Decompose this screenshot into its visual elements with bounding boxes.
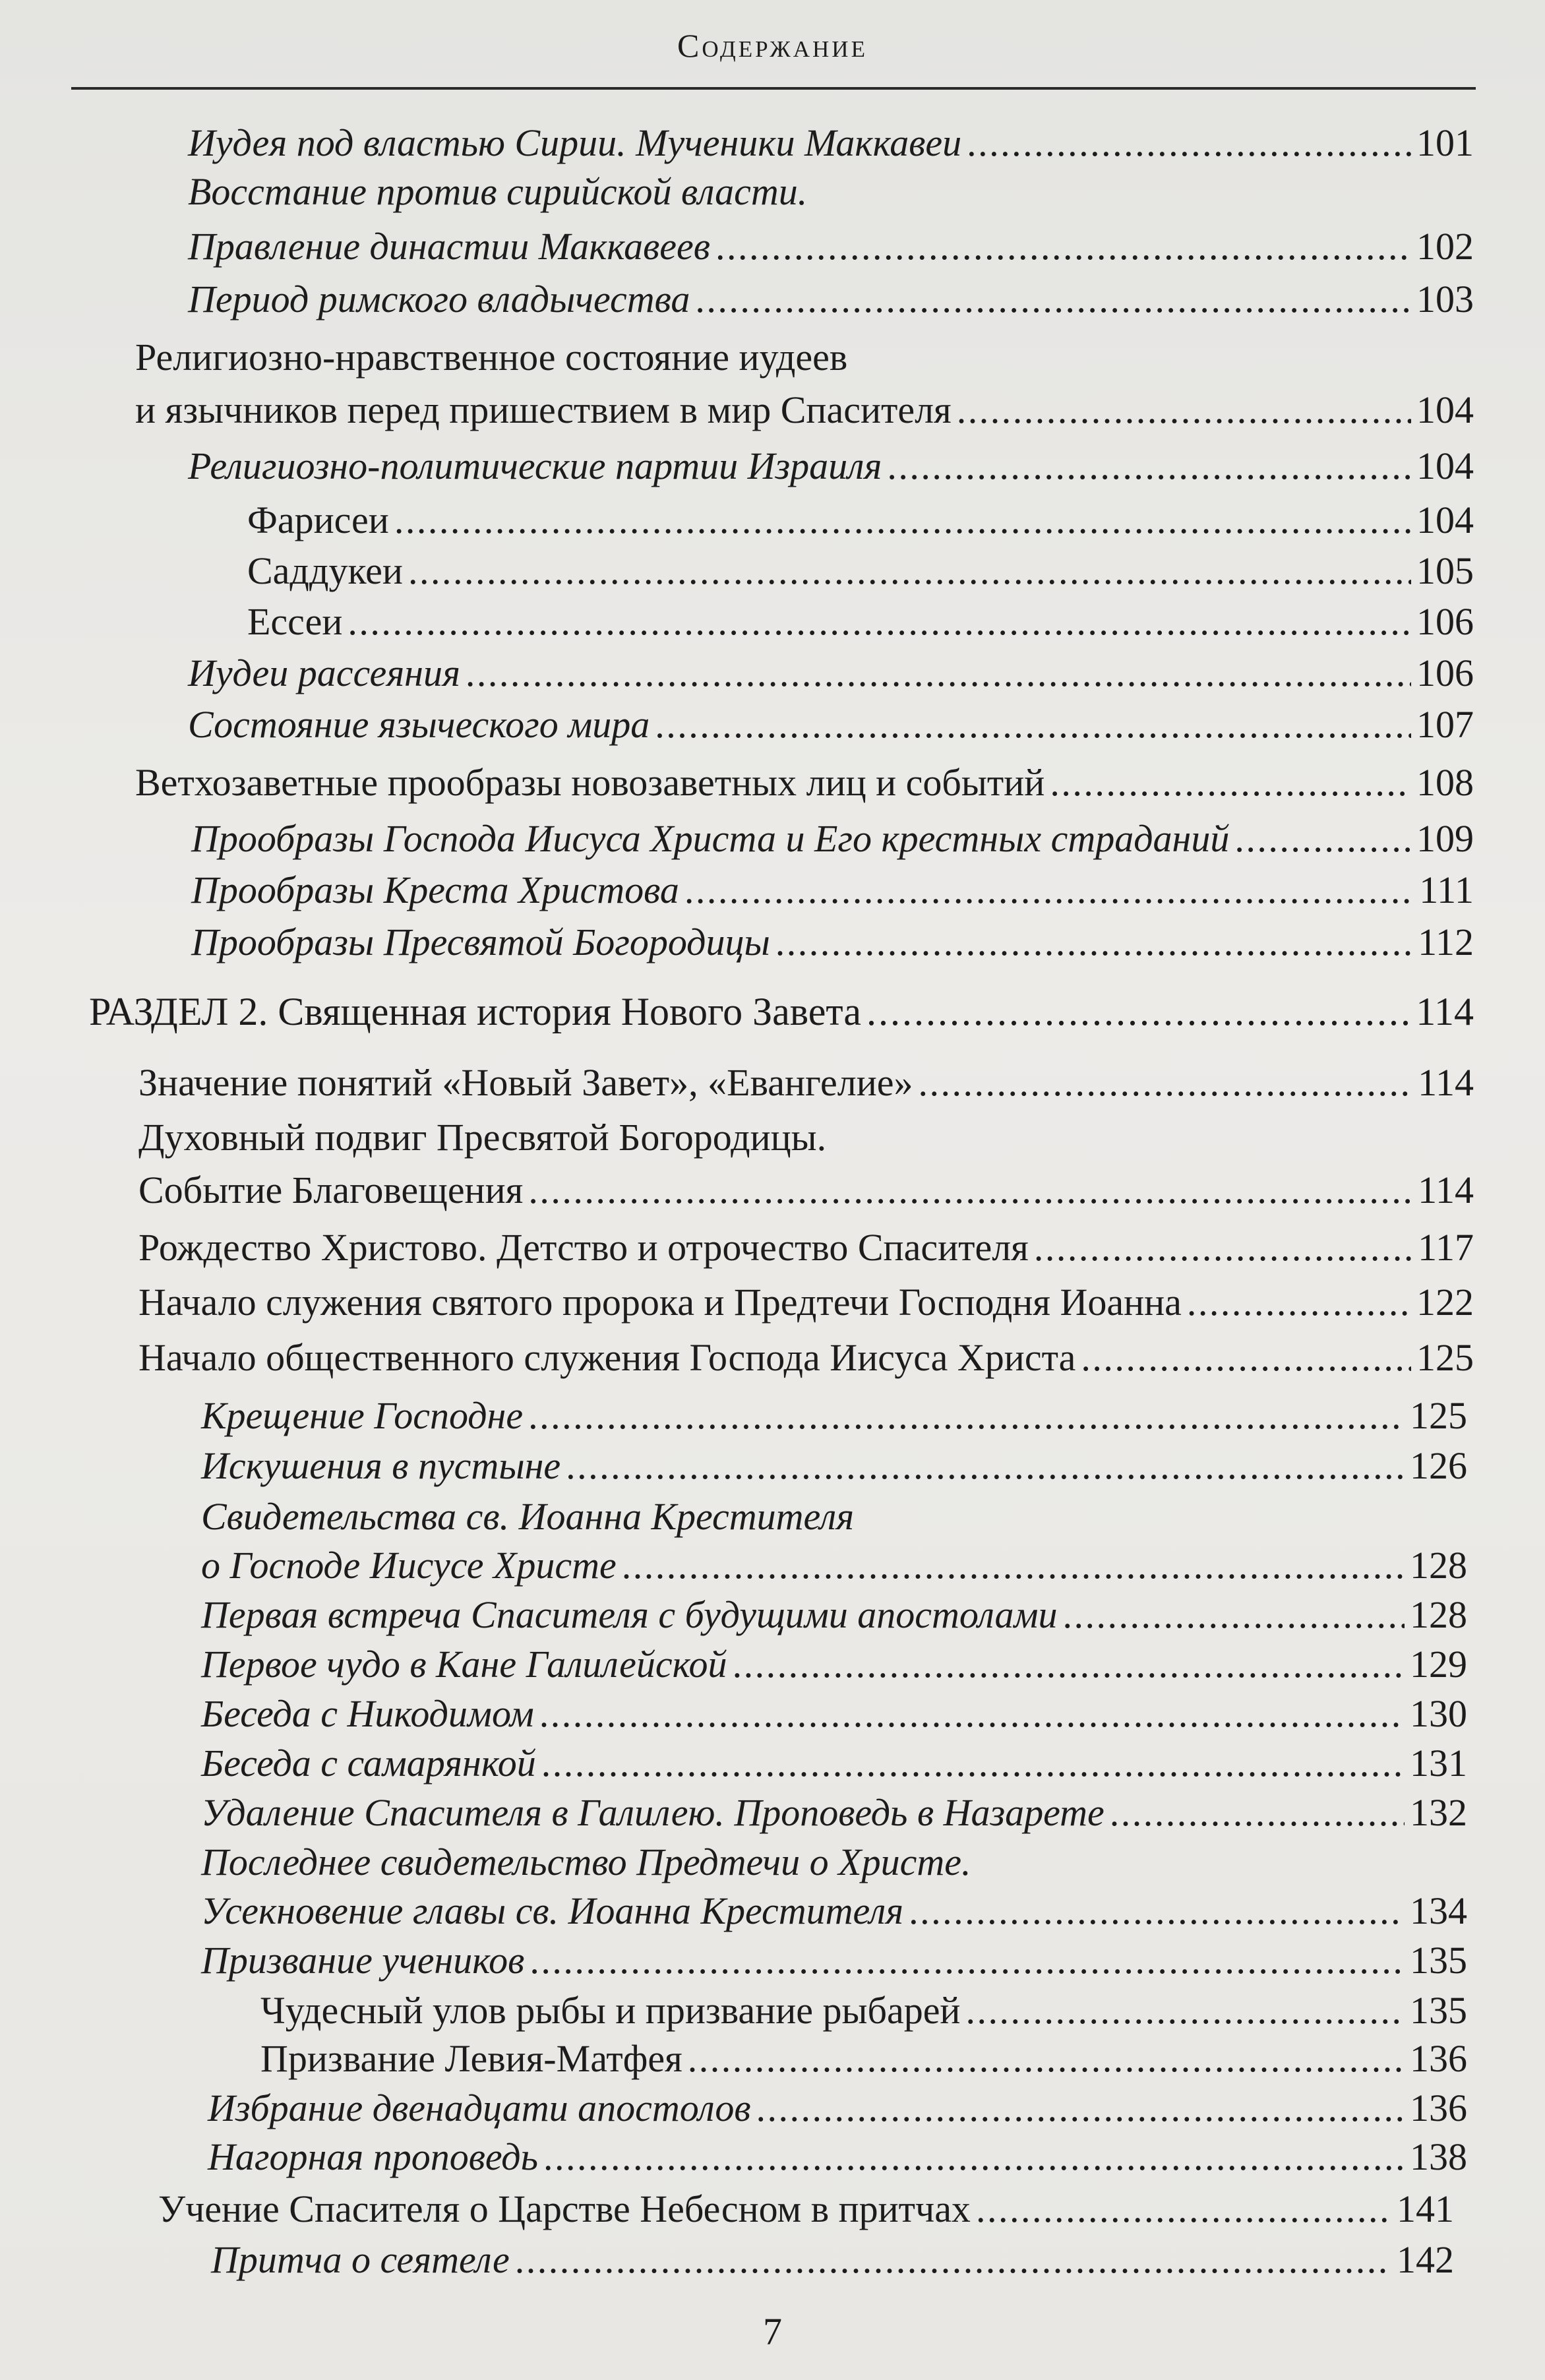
toc-entry: о Господе Иисусе Христе . . . 128 (201, 1541, 1467, 1590)
toc-entry: Начало служения святого пророка и Предтечи Господня Иоанна . . . 122 (138, 1278, 1474, 1327)
toc-entry: Саддукеи . . . 105 (247, 547, 1474, 595)
toc-entry: Прообразы Пресвятой Богородицы . . . 112 (191, 918, 1474, 967)
toc-entry: Притча о сеятеле . . . 142 (211, 2236, 1454, 2284)
toc-entry: Восстание против сирийской власти. (188, 170, 808, 213)
toc-entry: Ветхозаветные прообразы новозаветных лиц и событий . . . 108 (135, 758, 1474, 807)
toc-entry: Духовный подвиг Пресвятой Богородицы. (138, 1116, 827, 1159)
toc-entry: Призвание Левия-Матфея . . . 136 (260, 2034, 1467, 2083)
toc-entry: Религиозно-нравственное состояние иудеев (135, 336, 848, 379)
toc-entry: Рождество Христово. Детство и отрочество Спасителя . . . 117 (138, 1223, 1474, 1272)
toc-entry: Нагорная проповедь . . . 138 (208, 2133, 1467, 2182)
toc-entry: Удаление Спасителя в Галилею. Проповедь в Назарете . . . 132 (201, 1788, 1467, 1837)
page-number: 7 (763, 2310, 782, 2353)
toc-entry: Прообразы Креста Христова . . . 111 (191, 866, 1474, 915)
toc-entry: Фарисеи . . . 104 (247, 496, 1474, 545)
toc-entry: Состояние языческого мира . . . 107 (188, 700, 1474, 749)
toc-entry: Период римского владычества . . . 103 (188, 275, 1474, 324)
toc-entry: Правление династии Маккавеев . . . 102 (188, 222, 1474, 271)
toc-entry: Иудеи рассеяния . . . 106 (188, 649, 1474, 698)
toc-entry: Ессеи . . . 106 (247, 597, 1474, 646)
toc-entry: Религиозно-политические партии Израиля . . . 104 (188, 442, 1474, 491)
toc-entry: Первое чудо в Кане Галилейской . . . 129 (201, 1640, 1467, 1689)
toc-entry: Крещение Господне . . . 125 (201, 1391, 1467, 1440)
toc-entry: Усекновение главы св. Иоанна Крестителя . . . 134 (201, 1887, 1467, 1936)
toc-entry: Искушения в пустыне . . . 126 (201, 1442, 1467, 1490)
toc-entry: Последнее свидетельство Предтечи о Христе. (201, 1841, 971, 1883)
toc-section-heading: РАЗДЕЛ 2. Священная история Нового Завета . . . 114 (89, 987, 1474, 1036)
toc-entry: Значение понятий «Новый Завет», «Евангелие» . . . 114 (138, 1058, 1474, 1107)
toc-entry: Первая встреча Спасителя с будущими апостолами . . . 128 (201, 1591, 1467, 1639)
toc-entry: и язычников перед пришествием в мир Спасителя . . . 104 (135, 386, 1474, 435)
toc-entry: Учение Спасителя о Царстве Небесном в притчах . . . 141 (158, 2185, 1454, 2234)
toc-entry: Беседа с Никодимом . . . 130 (201, 1690, 1467, 1738)
toc-entry: Беседа с самарянкой . . . 131 (201, 1739, 1467, 1788)
toc-entry: Чудесный улов рыбы и призвание рыбарей . . . 135 (260, 1986, 1467, 2035)
toc-entry: Свидетельства св. Иоанна Крестителя (201, 1495, 855, 1538)
toc-entry: Призвание учеников . . . 135 (201, 1936, 1467, 1985)
toc-entry: Начало общественного служения Господа Иисуса Христа . . . 125 (138, 1333, 1474, 1382)
toc-entry: Событие Благовещения . . . 114 (138, 1166, 1474, 1215)
toc-entry: Избрание двенадцати апостолов . . . 136 (208, 2084, 1467, 2133)
running-head: Содержание (677, 27, 868, 64)
toc-entry: Иудея под властью Сирии. Мученики Маккавеи . . . 101 (188, 119, 1474, 168)
toc-entry: Прообразы Господа Иисуса Христа и Его крестных страданий . . . 109 (191, 814, 1474, 863)
